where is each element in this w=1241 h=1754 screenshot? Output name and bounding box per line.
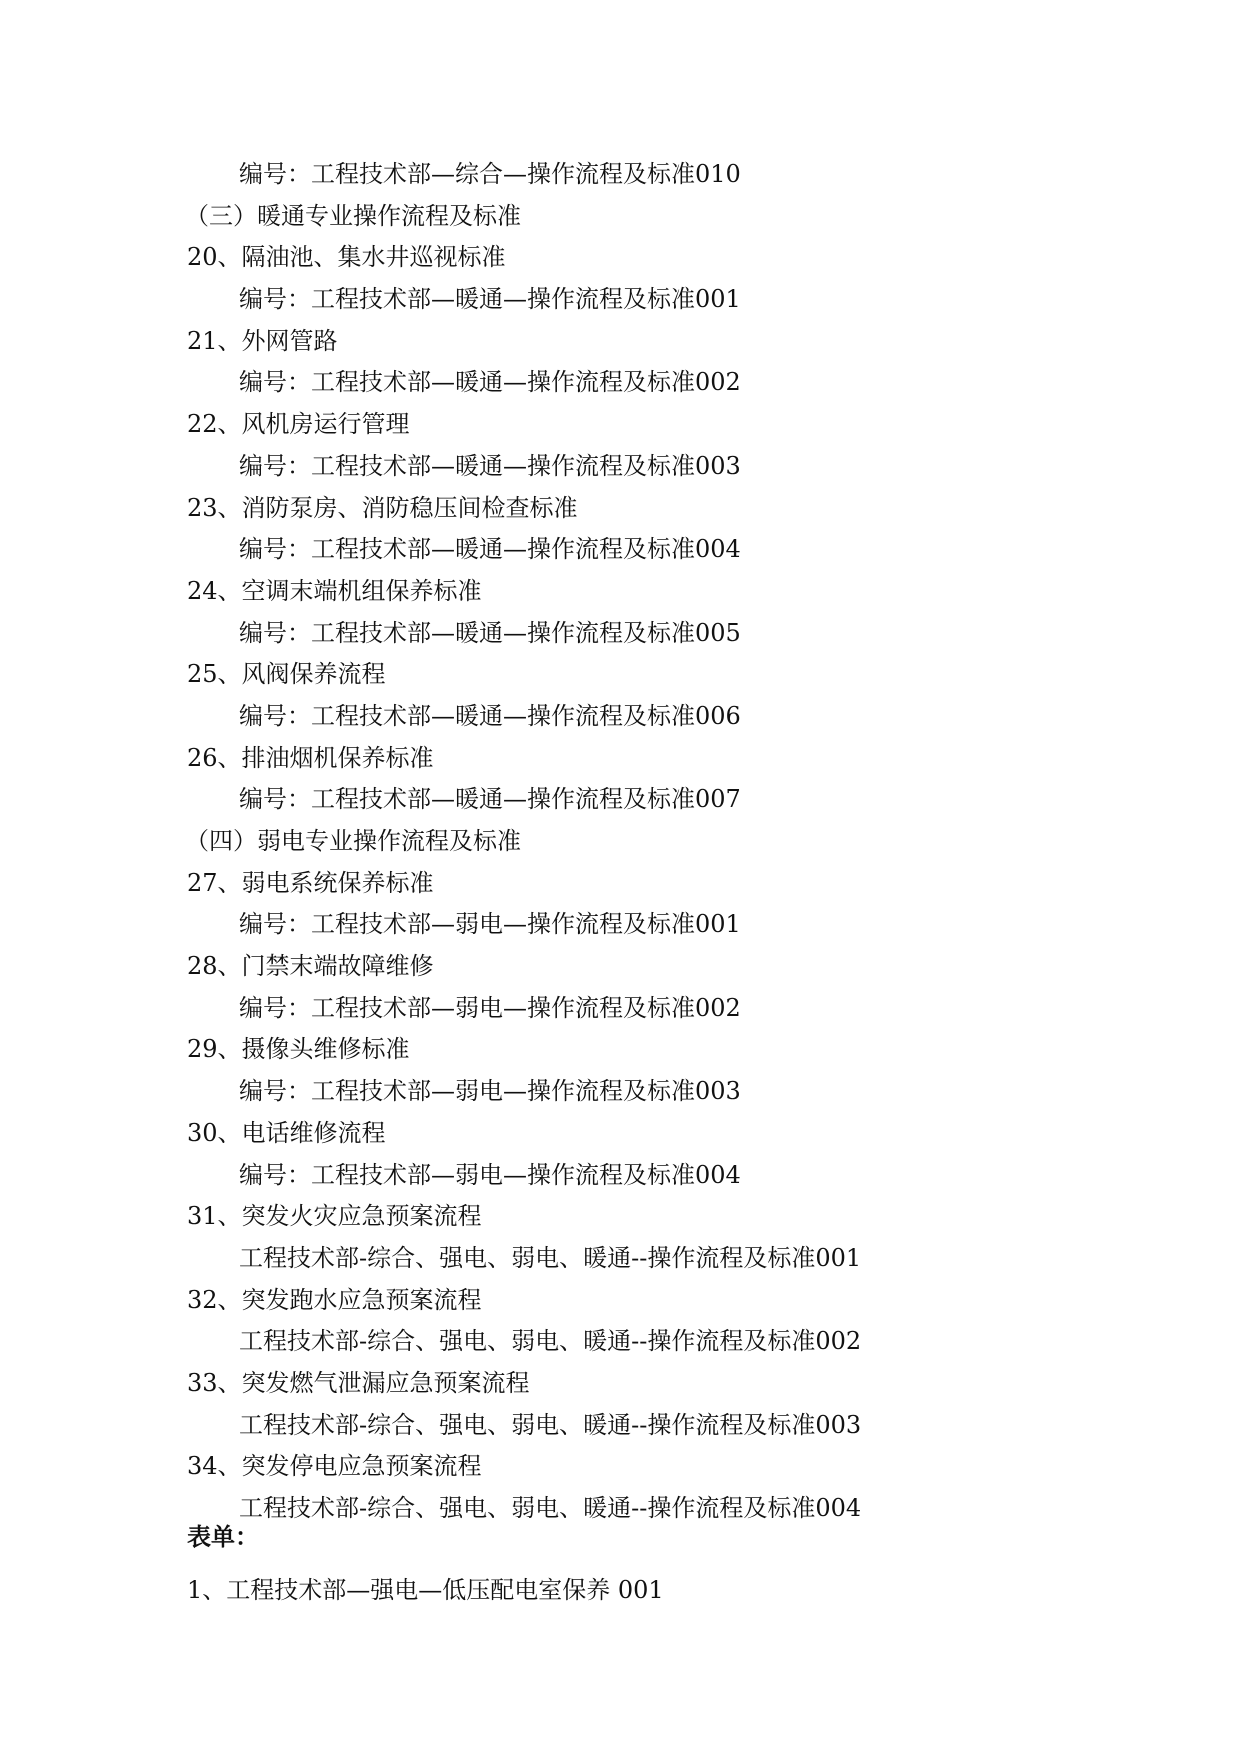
procedure-title: 34、突发停电应急预案流程 xyxy=(187,1452,482,1481)
procedure-title: 31、突发火灾应急预案流程 xyxy=(187,1202,482,1231)
procedure-title: 30、电话维修流程 xyxy=(187,1118,386,1147)
procedure-title: 21、外网管路 xyxy=(187,326,338,355)
section-heading: （三）暖通专业操作流程及标准 xyxy=(185,201,521,230)
procedure-code: 编号：工程技术部—综合—操作流程及标准010 xyxy=(239,160,741,188)
procedure-title: 32、突发跑水应急预案流程 xyxy=(187,1285,482,1314)
procedure-code: 编号：工程技术部—暖通—操作流程及标准004 xyxy=(239,535,741,564)
procedure-title: 28、门禁末端故障维修 xyxy=(187,952,434,981)
section-heading: （四）弱电专业操作流程及标准 xyxy=(185,827,521,855)
procedure-code: 工程技术部-综合、强电、弱电、暖通--操作流程及标准001 xyxy=(239,1243,862,1272)
procedure-title: 25、风阀保养流程 xyxy=(187,660,386,689)
forms-list xyxy=(187,1570,1167,1610)
procedure-code: 工程技术部-综合、强电、弱电、暖通--操作流程及标准002 xyxy=(239,1327,862,1356)
procedure-title: 27、弱电系统保养标准 xyxy=(187,868,434,897)
procedure-code: 编号：工程技术部—暖通—操作流程及标准006 xyxy=(239,701,741,730)
procedure-code: 编号：工程技术部—弱电—操作流程及标准001 xyxy=(239,910,741,939)
procedure-title: 29、摄像头维修标准 xyxy=(187,1035,410,1064)
procedure-code: 编号：工程技术部—暖通—操作流程及标准001 xyxy=(239,285,741,314)
procedure-code: 编号：工程技术部—弱电—操作流程及标准002 xyxy=(239,993,741,1022)
procedure-code: 编号：工程技术部—暖通—操作流程及标准002 xyxy=(239,368,741,397)
procedure-title: 22、风机房运行管理 xyxy=(187,410,410,439)
procedure-code: 工程技术部-综合、强电、弱电、暖通--操作流程及标准003 xyxy=(239,1410,862,1439)
procedure-title: 23、消防泵房、消防稳压间检查标准 xyxy=(187,493,578,522)
procedure-title: 20、隔油池、集水井巡视标准 xyxy=(187,243,506,272)
form-item: 1、工程技术部—强电—低压配电室保养 001 xyxy=(187,1576,664,1604)
forms-heading: 表单： xyxy=(187,1523,259,1551)
procedure-code: 编号：工程技术部—暖通—操作流程及标准007 xyxy=(239,785,741,814)
procedure-title: 24、空调末端机组保养标准 xyxy=(187,576,482,605)
procedure-title: 33、突发燃气泄漏应急预案流程 xyxy=(187,1368,530,1397)
procedure-code: 编号：工程技术部—弱电—操作流程及标准004 xyxy=(239,1160,741,1189)
procedure-title: 26、排油烟机保养标准 xyxy=(187,743,434,772)
procedure-code: 编号：工程技术部—暖通—操作流程及标准003 xyxy=(239,451,741,480)
procedure-list xyxy=(187,154,1167,1530)
procedure-code: 工程技术部-综合、强电、弱电、暖通--操作流程及标准004 xyxy=(239,1494,862,1522)
procedure-code: 编号：工程技术部—暖通—操作流程及标准005 xyxy=(239,618,741,647)
procedure-code: 编号：工程技术部—弱电—操作流程及标准003 xyxy=(239,1077,741,1106)
